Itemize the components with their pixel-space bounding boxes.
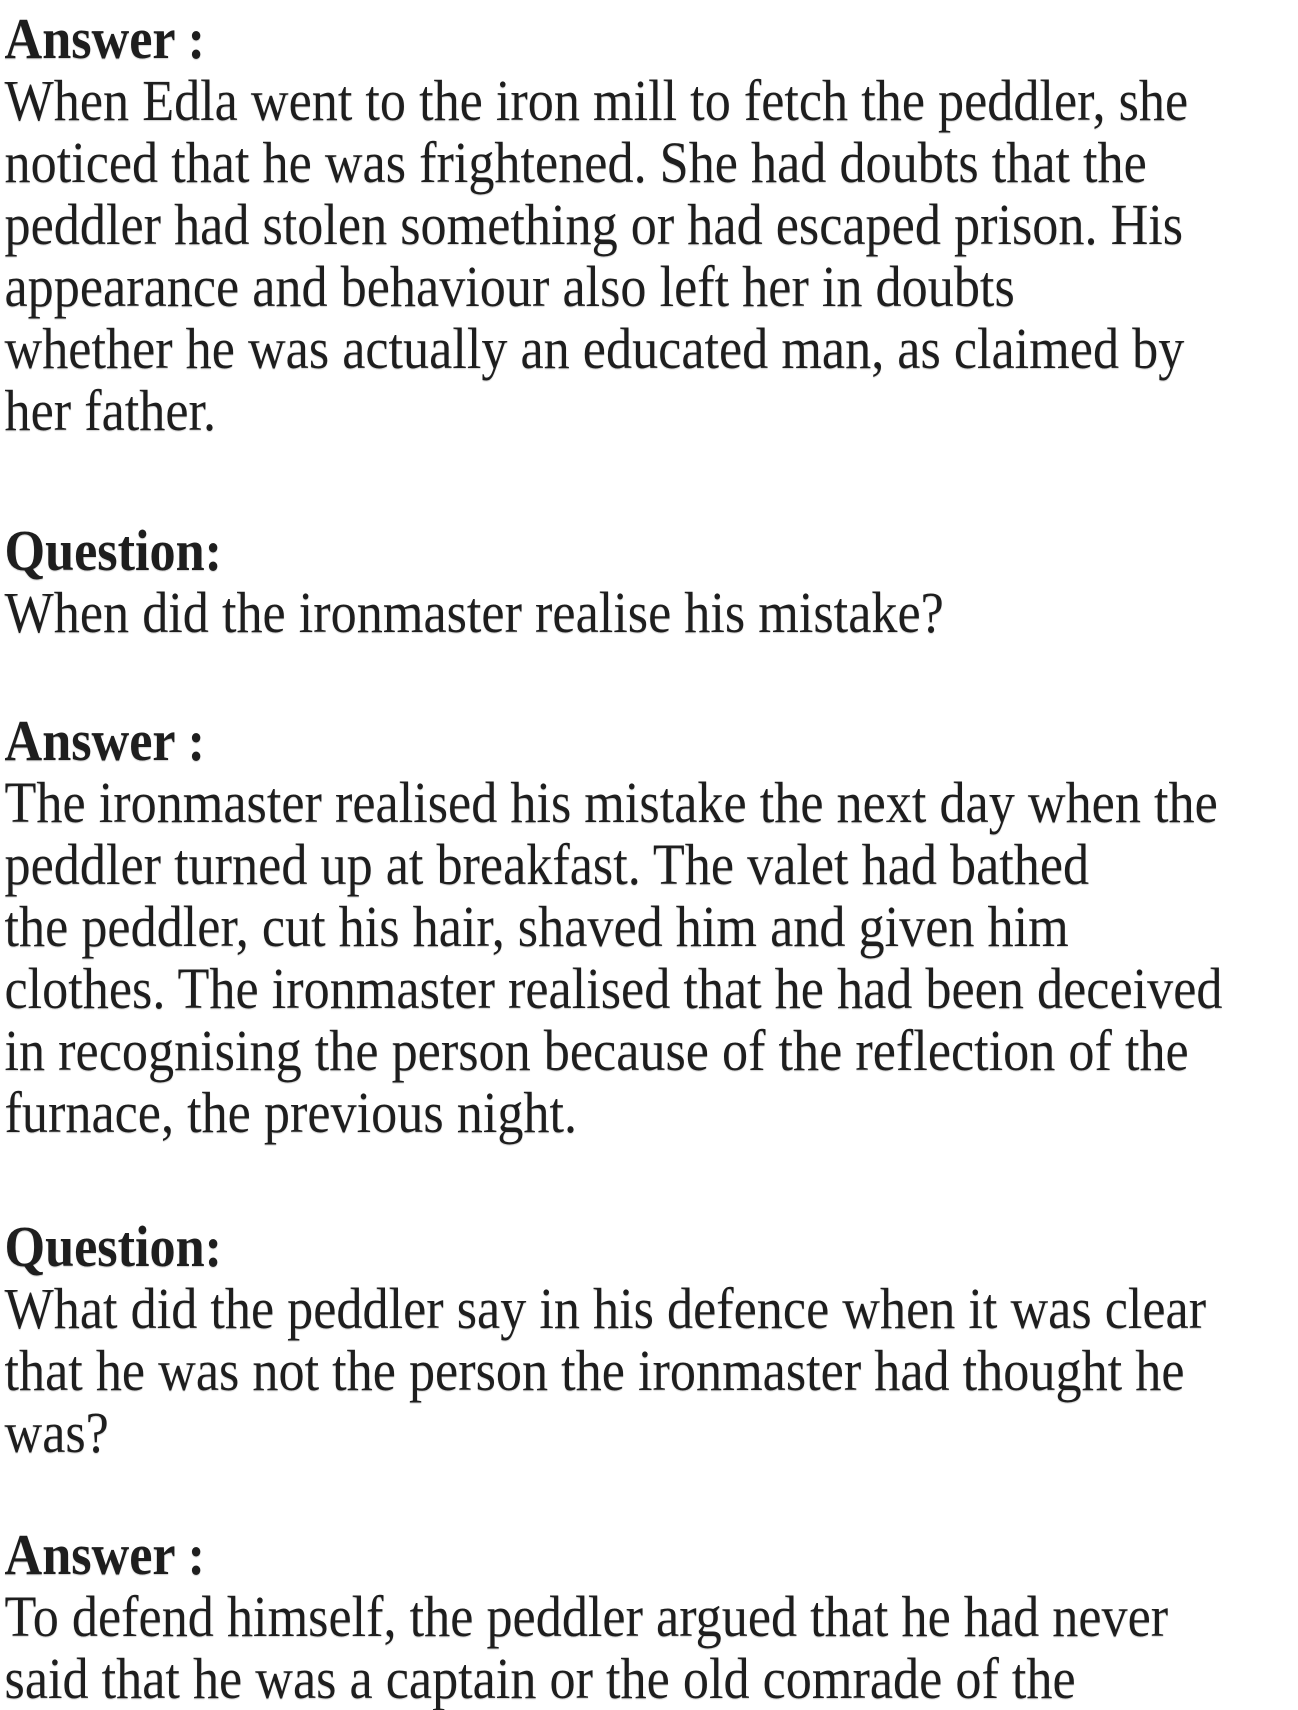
answer-text-line: When Edla went to the iron mill to fetch the peddler, she bbox=[4, 68, 1189, 133]
answer-heading: Answer : bbox=[4, 708, 206, 773]
answer-text-line: whether he was actually an educated man, as claimed by bbox=[4, 316, 1185, 381]
answer-text-line: her father. bbox=[4, 378, 217, 443]
question-heading: Question: bbox=[4, 518, 223, 583]
answer-block bbox=[5, 710, 1298, 1144]
answer-text-line: noticed that he was frightened. She had doubts that the bbox=[4, 130, 1147, 195]
answer-text-line: peddler had stolen something or had escaped prison. His bbox=[4, 192, 1184, 257]
question-text-line: was? bbox=[4, 1400, 109, 1465]
answer-text-line: said that he was a captain or the old comrade of the bbox=[4, 1646, 1076, 1710]
answer-text-line: peddler turned up at breakfast. The valet had bathed bbox=[4, 832, 1090, 897]
question-text-line: that he was not the person the ironmaster had thought he bbox=[4, 1338, 1185, 1403]
answer-heading: Answer : bbox=[4, 1522, 206, 1587]
answer-text-line: appearance and behaviour also left her in doubts bbox=[4, 254, 1015, 319]
answer-text-line: the peddler, cut his hair, shaved him and given him bbox=[4, 894, 1069, 959]
answer-block bbox=[5, 1524, 1298, 1710]
answer-heading: Answer : bbox=[4, 6, 206, 71]
question-text-line: What did the peddler say in his defence when it was clear bbox=[4, 1276, 1207, 1341]
question-block bbox=[5, 520, 1298, 644]
question-block bbox=[5, 1216, 1298, 1464]
answer-text-line: To defend himself, the peddler argued that he had never bbox=[4, 1584, 1169, 1649]
question-text-line: When did the ironmaster realise his mistake? bbox=[4, 580, 944, 645]
question-heading: Question: bbox=[4, 1214, 223, 1279]
answer-text-line: clothes. The ironmaster realised that he had been deceived bbox=[4, 956, 1223, 1021]
answer-text-line: The ironmaster realised his mistake the next day when the bbox=[4, 770, 1218, 835]
answer-block bbox=[5, 8, 1298, 442]
answer-text-line: in recognising the person because of the reflection of the bbox=[4, 1018, 1189, 1083]
answer-text-line: furnace, the previous night. bbox=[4, 1080, 578, 1145]
